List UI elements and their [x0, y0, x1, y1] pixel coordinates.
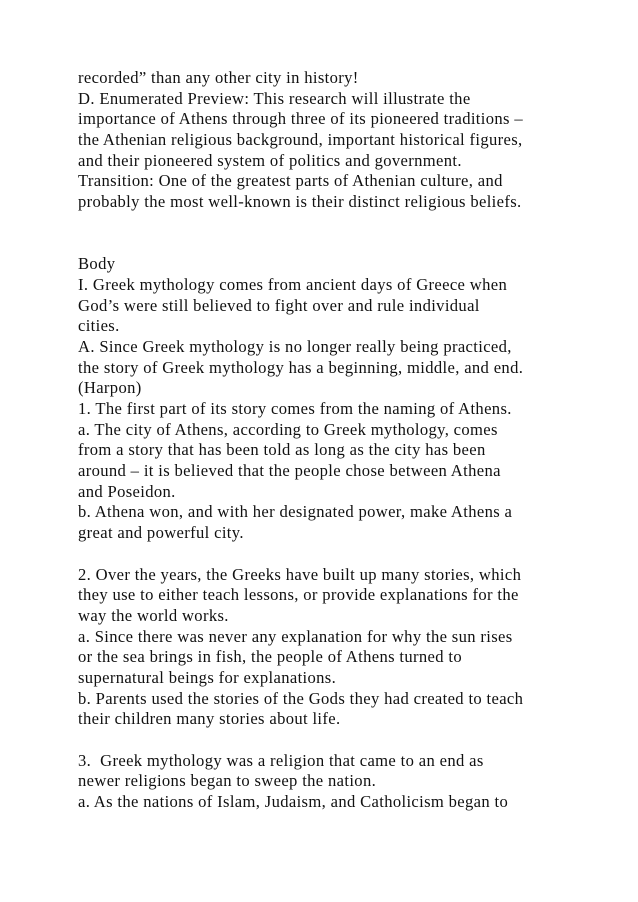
text-line: their children many stories about life. — [78, 709, 341, 729]
text-line: recorded” than any other city in history! — [78, 68, 359, 87]
text-line: A. Since Greek mythology is no longer really being practiced, — [78, 336, 512, 356]
text-line: I. Greek mythology comes from ancient days of Greece when — [78, 274, 508, 294]
text-line: a. The city of Athens, according to Greek mythology, comes — [78, 419, 498, 439]
text-line: supernatural beings for explanations. — [78, 667, 337, 687]
text-line: the Athenian religious background, important historical figures, — [78, 130, 523, 150]
text-line: b. Parents used the stories of the Gods they had created to teach — [78, 688, 524, 708]
section-heading: Body — [78, 254, 116, 274]
blank-line — [78, 544, 598, 565]
text-line: 3. Greek mythology was a religion that came to an end as — [78, 750, 484, 770]
text-line: God’s were still believed to fight over and rule individual — [78, 295, 480, 315]
text-line: and their pioneered system of politics and government. — [78, 150, 462, 170]
document-text — [78, 68, 598, 813]
text-line: way the world works. — [78, 605, 229, 625]
text-line: the story of Greek mythology has a beginning, middle, and end. — [78, 357, 524, 377]
blank-line — [78, 213, 598, 234]
text-line: newer religions began to sweep the nation. — [78, 771, 377, 791]
text-line: b. Athena won, and with her designated power, make Athens a — [78, 502, 513, 522]
blank-line — [78, 234, 598, 255]
text-line: around – it is believed that the people chose between Athena — [78, 461, 501, 481]
text-line: 1. The first part of its story comes from the naming of Athens. — [78, 399, 512, 418]
text-line: cities. — [78, 316, 120, 336]
text-line: or the sea brings in fish, the people of Athens turned to — [78, 647, 463, 667]
text-line: and Poseidon. — [78, 481, 176, 501]
text-line: Transition: One of the greatest parts of Athenian culture, and — [78, 171, 503, 191]
text-line: importance of Athens through three of its pioneered traditions – — [78, 109, 523, 129]
text-line: a. As the nations of Islam, Judaism, and Catholicism began to — [78, 792, 509, 812]
text-line: from a story that has been told as long as the city has been — [78, 440, 486, 460]
text-line: great and powerful city. — [78, 523, 244, 543]
text-line: (Harpon) — [78, 378, 142, 398]
text-line: a. Since there was never any explanation for why the sun rises — [78, 626, 513, 646]
text-line: they use to either teach lessons, or provide explanations for the — [78, 585, 519, 605]
text-line: probably the most well-known is their distinct religious beliefs. — [78, 192, 522, 212]
text-line: D. Enumerated Preview: This research will illustrate the — [78, 88, 471, 108]
text-line: 2. Over the years, the Greeks have built up many stories, which — [78, 564, 522, 584]
blank-line — [78, 730, 598, 751]
